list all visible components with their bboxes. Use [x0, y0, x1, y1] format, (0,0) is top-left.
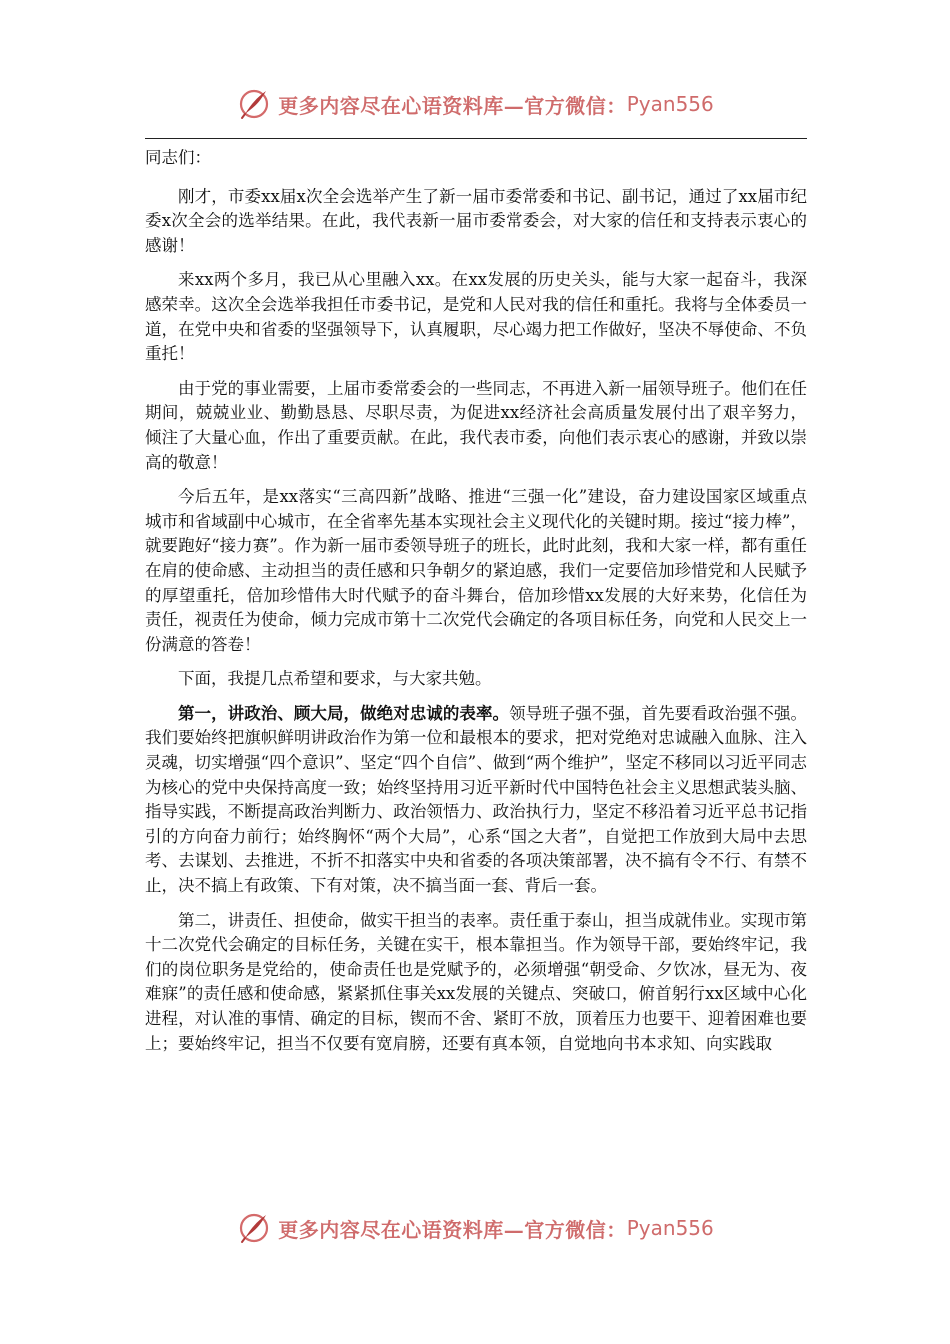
paragraph: 刚才，市委xx届x次全会选举产生了新一届市委常委和书记、副书记，通过了xx届市纪委x次全会的选举结果。在此，我代表新一届市委常委会，对大家的信任和支持表示衷心的感谢！ — [145, 186, 807, 255]
section-body: 领导班子强不强，首先要看政治强不强。我们要始终把旗帜鲜明讲政治作为第一位和最根本的要求，把对党绝对忠诚融入血脉、注入灵魂，切实增强“四个意识”、坚定“四个自信”、做到“两个维护”，坚定不移同以习近平同志为核心的党中央保持高度一致；始终坚持用习近平新时代中国特色社会主义思想武装头脑、指导实践，不断提高政治判断力、政治领悟力、政治执行力，坚定不移沿着习近平总书记指引的方向奋力前行；始终胸怀“两个大局”，心系“国之大者”，自觉把工作放到大局中去思考、去谋划、去推进，不折不扣落实中央和省委的各项决策部署，决不搞有令不行、有禁不止，决不搞上有政策、下有对策，决不搞当面一套、背后一套。 — [145, 703, 808, 896]
banner-text: 更多内容尽在心语资料库—官方微信： — [278, 93, 627, 118]
banner-text: 更多内容尽在心语资料库—官方微信： — [278, 1217, 627, 1242]
section-heading: 第一，讲政治、顾大局，做绝对忠诚的表率。 — [178, 703, 510, 723]
paragraph — [145, 702, 807, 899]
paragraph: 由于党的事业需要，上届市委常委会的一些同志，不再进入新一届领导班子。他们在任期间，兢兢业业、勤勤恳恳、尽职尽责，为促进xx经济社会高质量发展付出了艰辛努力，倾注了大量心血，作出了重要贡献。在此，我代表市委，向他们表示衷心的感谢，并致以崇高的敬意！ — [145, 378, 807, 472]
paragraph: 第二，讲责任、担使命，做实干担当的表率。责任重于泰山，担当成就伟业。实现市第十二次党代会确定的目标任务，关键在实干，根本靠担当。作为领导干部，要始终牢记，我们的岗位职务是党给的，使命责任也是党赋予的，必须增强“朝受命、夕饮冰，昼无为、夜难寐”的责任感和使命感，紧紧抓住事关xx发展的关键点、突破口，俯首躬行xx区域中心化进程，对认准的事情、确定的目标，锲而不舍、紧盯不放，顶着压力也要干、迎着困难也要上；要始终牢记，担当不仅要有宽肩膀，还要有真本领，自觉地向书本求知、向实践取 — [145, 910, 807, 1053]
quill-logo-icon — [236, 1210, 272, 1246]
speech-body — [145, 146, 807, 1056]
quill-logo-icon — [236, 86, 272, 122]
paragraph: 下面，我提几点希望和要求，与大家共勉。 — [178, 669, 492, 689]
paragraph: 今后五年，是xx落实“三高四新”战略、推进“三强一化”建设，奋力建设国家区域重点城市和省域副中心城市，在全省率先基本实现社会主义现代化的关键时期。接过“接力棒”，就要跑好“接力赛”。作为新一届市委领导班子的班长，此时此刻，我和大家一样，都有重任在肩的使命感、主动担当的责任感和只争朝夕的紧迫感，我们一定要倍加珍惜党和人民赋予的厚望重托，倍加珍惜伟大时代赋予的奋斗舞台，倍加珍惜xx发展的大好来势，化信任为责任，视责任为使命，倾力完成市第十二次党代会确定的各项目标任务，向党和人民交上一份满意的答卷！ — [145, 487, 807, 654]
header-banner — [0, 84, 950, 124]
paragraph: 来xx两个多月，我已从心里融入xx。在xx发展的历史关头，能与大家一起奋斗，我深感荣幸。这次全会选举我担任市委书记，是党和人民对我的信任和重托。我将与全体委员一道，在党中央和省委的坚强领导下，认真履职，尽心竭力把工作做好，坚决不辱使命、不负重托！ — [145, 270, 807, 364]
banner-wechat-id: Pyan556 — [626, 92, 714, 116]
banner-wechat-id: Pyan556 — [626, 1216, 714, 1240]
header-divider — [145, 138, 807, 139]
greeting: 同志们： — [145, 148, 211, 167]
footer-banner — [0, 1208, 950, 1248]
